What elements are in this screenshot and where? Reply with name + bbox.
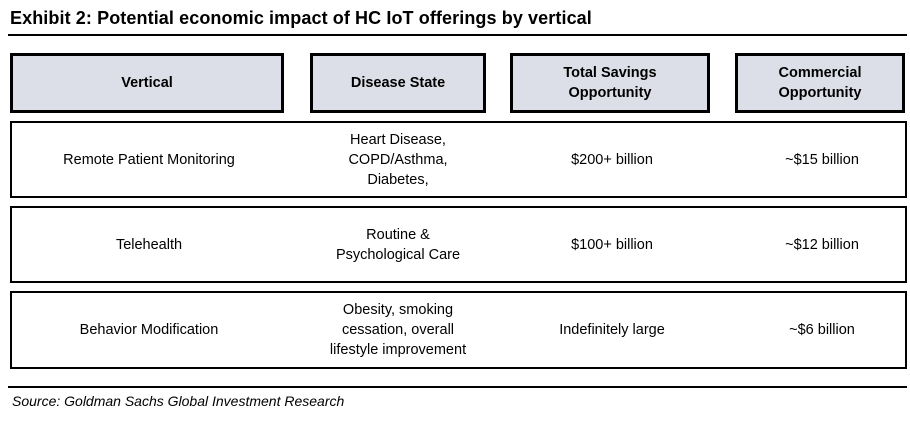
- cell-vertical: [12, 123, 286, 196]
- cell-vertical-text: Remote Patient Monitoring: [63, 151, 235, 168]
- header-total-savings-line-2: Opportunity: [568, 85, 652, 101]
- cell-disease-state: [310, 293, 486, 367]
- header-vertical: [10, 53, 284, 113]
- table-row-remote-patient-monitoring: [10, 121, 907, 198]
- cell-vertical-text: Behavior Modification: [79, 322, 219, 338]
- cell-disease-state-line: Obesity, smoking: [342, 302, 454, 318]
- bottom-rule: [8, 386, 907, 388]
- table-row-telehealth: [10, 206, 907, 283]
- cell-total-savings-text: Indefinitely large: [559, 322, 665, 338]
- cell-commercial: [738, 123, 906, 196]
- cell-disease-state-line: Diabetes,: [367, 171, 429, 188]
- exhibit-title: Exhibit 2: Potential economic impact of HC IoT offerings by vertical: [10, 8, 592, 28]
- cell-disease-state: [310, 123, 486, 196]
- cell-commercial-text: ~$6 billion: [789, 322, 855, 338]
- header-disease-state: [310, 53, 486, 113]
- cell-total-savings: [512, 123, 712, 196]
- cell-disease-state: [310, 208, 486, 281]
- cell-disease-state-line: Heart Disease,: [350, 131, 446, 148]
- header-total-savings-line-1: Total Savings: [563, 65, 657, 81]
- cell-vertical: [12, 293, 286, 367]
- cell-disease-state-line: COPD/Asthma,: [348, 151, 448, 168]
- cell-commercial-text: ~$15 billion: [785, 151, 859, 168]
- cell-total-savings: [512, 208, 712, 281]
- cell-commercial-text: ~$12 billion: [785, 236, 859, 253]
- cell-commercial: [738, 208, 906, 281]
- header-vertical-label: Vertical: [121, 75, 173, 91]
- header-total-savings: [510, 53, 710, 113]
- cell-disease-state-line: Psychological Care: [335, 246, 461, 263]
- header-disease-state-label: Disease State: [350, 75, 446, 91]
- cell-total-savings-text: $100+ billion: [571, 236, 653, 253]
- cell-commercial: [738, 293, 906, 367]
- cell-total-savings: [512, 293, 712, 367]
- header-commercial-line-1: Commercial: [778, 65, 862, 81]
- header-commercial: [735, 53, 905, 113]
- header-commercial-line-2: Opportunity: [778, 85, 862, 101]
- top-rule: [8, 34, 907, 36]
- cell-total-savings-text: $200+ billion: [571, 151, 653, 168]
- cell-disease-state-line: cessation, overall: [341, 322, 455, 338]
- source-note: Source: Goldman Sachs Global Investment Research: [12, 393, 345, 409]
- cell-vertical: [12, 208, 286, 281]
- table-row-behavior-modification: [10, 291, 907, 369]
- cell-disease-state-line: lifestyle improvement: [329, 342, 467, 358]
- cell-vertical-text: Telehealth: [115, 236, 183, 253]
- cell-disease-state-line: Routine &: [366, 226, 430, 243]
